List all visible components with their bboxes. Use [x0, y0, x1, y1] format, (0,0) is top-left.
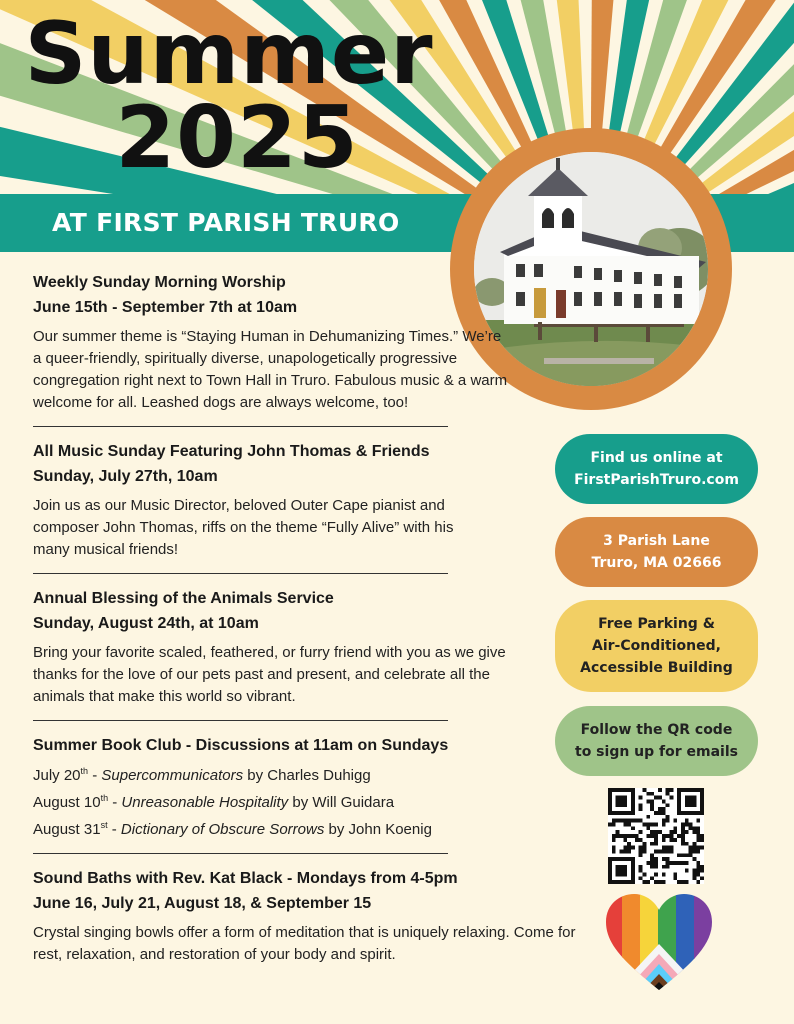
qr-line2: to sign up for emails [575, 744, 738, 760]
amenities-line3: Accessible Building [580, 660, 733, 676]
progress-pride-heart-icon [604, 892, 714, 992]
event-date: June 16, July 21, August 18, & September 15 [33, 895, 372, 912]
event-title: Annual Blessing of the Animals Service [33, 590, 334, 607]
event-worship [33, 270, 578, 414]
book-item: July 20th - Supercommunicators by Charles Duhigg [33, 766, 371, 784]
amenities-pill [555, 600, 758, 692]
event-sound-baths [33, 866, 578, 966]
divider [33, 853, 448, 854]
event-date: June 15th - September 7th at 10am [33, 299, 298, 316]
event-description: Join us as our Music Director, beloved Outer Cape pianist and composer John Thomas, riffs on the theme “Fully Alive” with his many musical friends! [33, 497, 454, 558]
address-line1: 3 Parish Lane [603, 533, 710, 549]
event-date: Sunday, August 24th, at 10am [33, 615, 259, 632]
event-title: All Music Sunday Featuring John Thomas & Friends [33, 443, 430, 460]
book-item: August 31st - Dictionary of Obscure Sorrows by John Koenig [33, 820, 432, 838]
divider [33, 720, 448, 721]
event-title: Sound Baths with Rev. Kat Black - Mondays from 4-5pm [33, 870, 458, 887]
amenities-line1: Free Parking & [598, 616, 715, 632]
qr-code-icon[interactable] [608, 788, 704, 884]
event-description: Our summer theme is “Staying Human in Dehumanizing Times.” We’re a queer-friendly, spiritually diverse, unapologetically progressive congregation right next to Town Hall in Truro. Fabulous music & a warm welcome for all. Leashed dogs are always welcome, too! [33, 328, 508, 411]
divider [33, 573, 448, 574]
event-book-club [33, 733, 578, 841]
website-line1: Find us online at [590, 450, 723, 466]
event-description: Bring your favorite scaled, feathered, or furry friend with you as we give thanks for the love of our pets past and present, and celebrate all the animals that make this world so vibrant. [33, 644, 506, 705]
event-title: Weekly Sunday Morning Worship [33, 274, 286, 291]
address-line2: Truro, MA 02666 [591, 555, 722, 571]
divider [33, 426, 448, 427]
amenities-line2: Air-Conditioned, [592, 638, 721, 654]
address-pill [555, 517, 758, 587]
event-title: Summer Book Club - Discussions at 11am on Sundays [33, 737, 449, 754]
event-blessing-animals [33, 586, 578, 708]
title-summer: Summer [24, 4, 434, 104]
title-year: 2025 [115, 88, 359, 188]
event-description: Crystal singing bowls offer a form of meditation that is uniquely relaxing. Come for rest, relaxation, and restoration of your body and spirit. [33, 924, 576, 963]
email-signup-pill [555, 706, 758, 776]
website-pill[interactable] [555, 434, 758, 504]
event-date: Sunday, July 27th, 10am [33, 468, 218, 485]
content-column [33, 270, 578, 966]
banner-text: AT FIRST PARISH TRURO [52, 208, 400, 237]
website-line2: FirstParishTruro.com [574, 472, 739, 488]
event-music-sunday [33, 439, 578, 561]
qr-line1: Follow the QR code [580, 722, 733, 738]
book-item: August 10th - Unreasonable Hospitality by Will Guidara [33, 793, 395, 811]
